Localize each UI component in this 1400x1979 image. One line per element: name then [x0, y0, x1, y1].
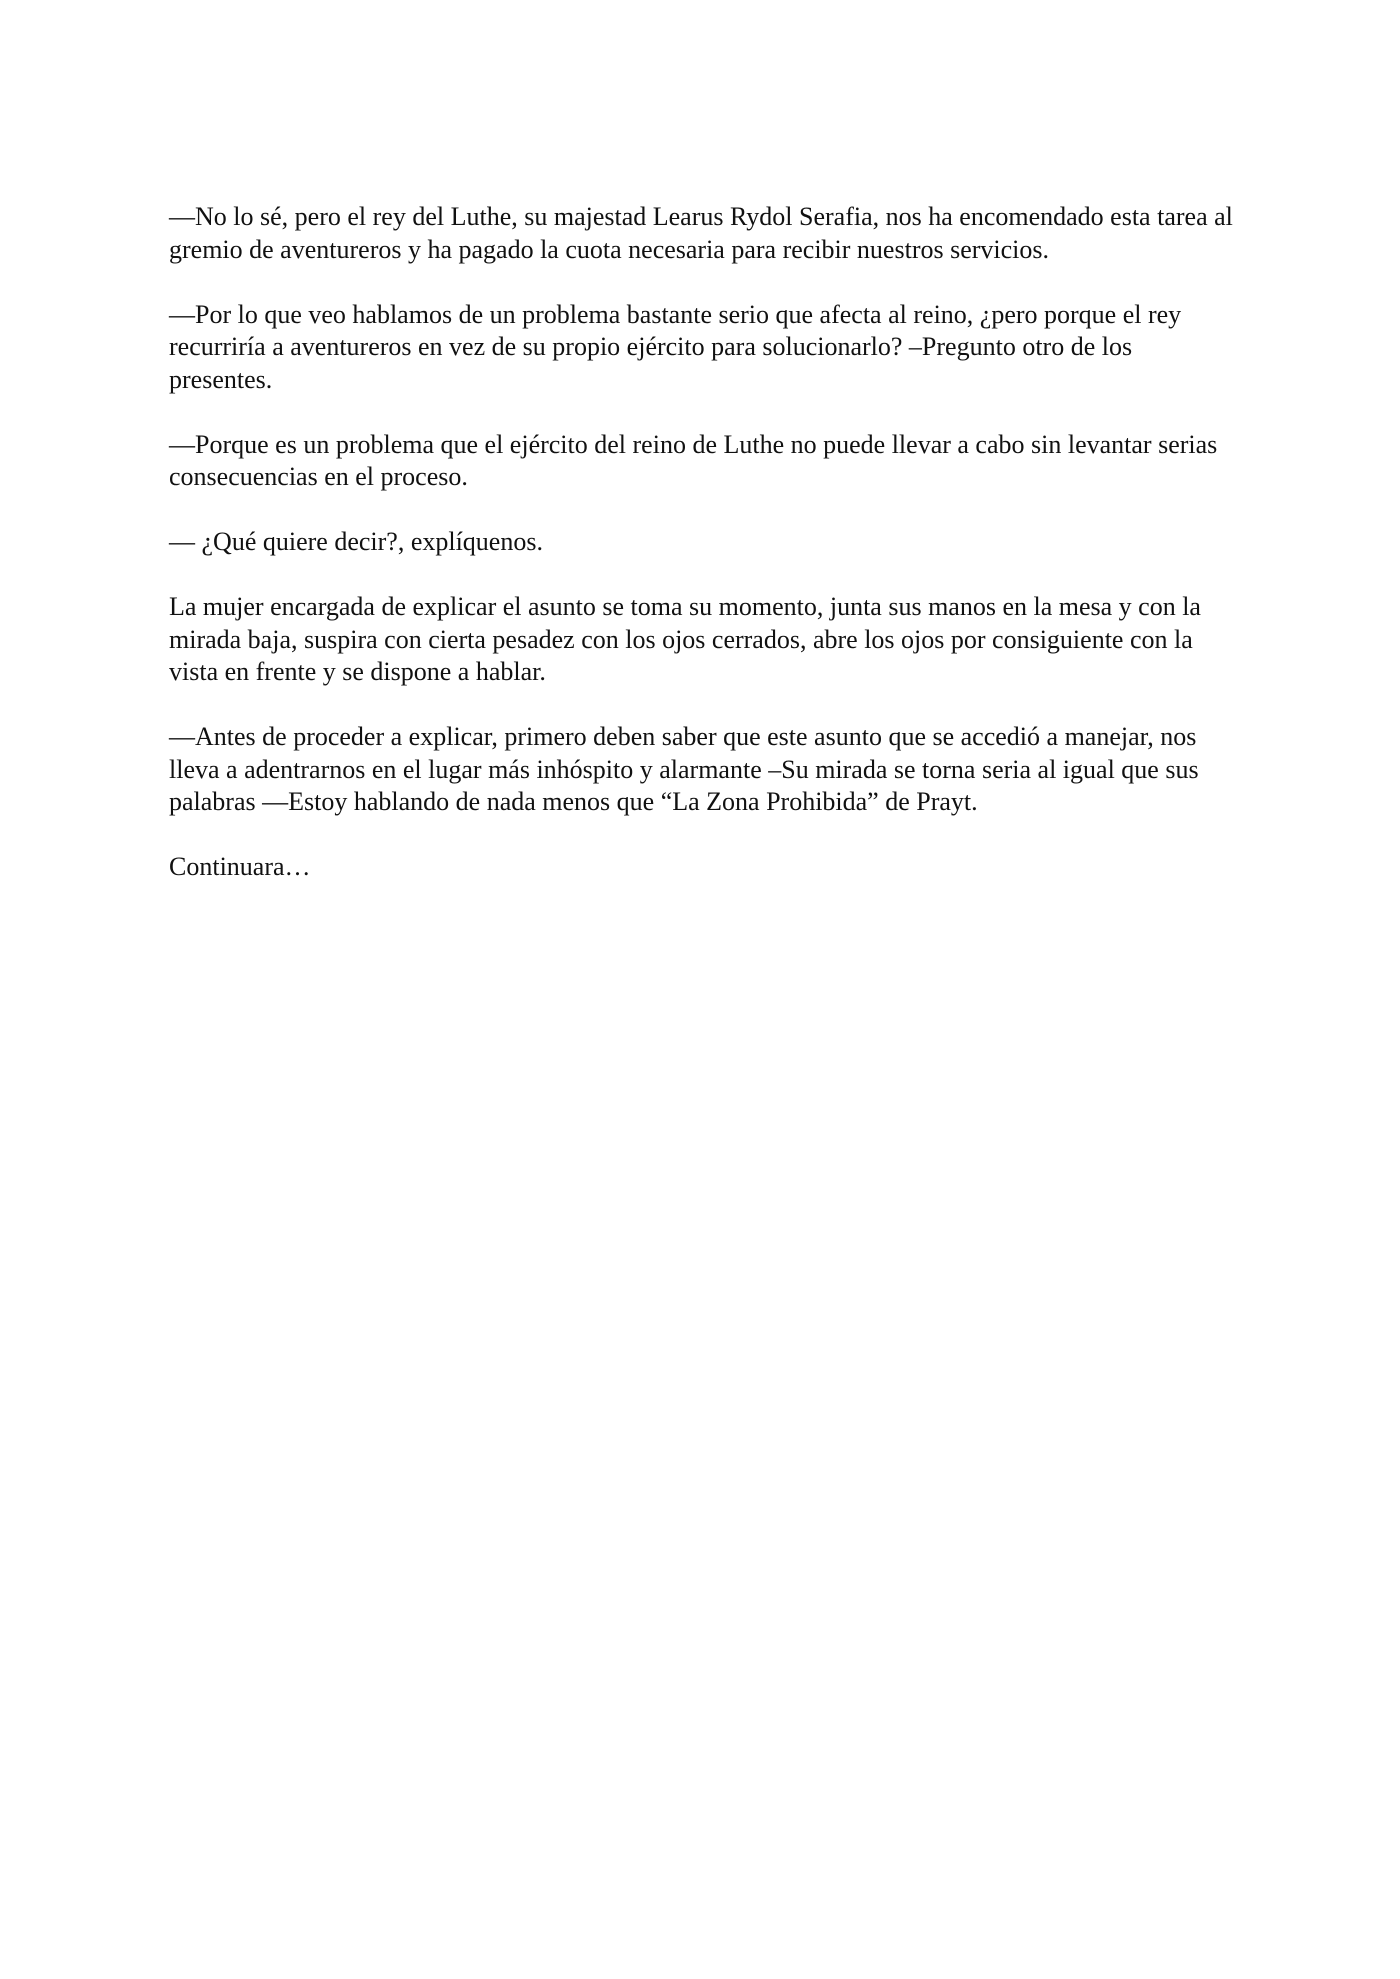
paragraph: La mujer encargada de explicar el asunto se toma su momento, junta sus manos en la mesa y con la mirada baja, suspira con cierta pesadez con los ojos cerrados, abre los ojos por consiguiente con la vista en frente y se dispone a hablar. — [169, 592, 1201, 686]
paragraph: —Porque es un problema que el ejército del reino de Luthe no puede llevar a cabo sin levantar serias consecuencias en el proceso. — [169, 429, 1218, 491]
paragraph: —Antes de proceder a explicar, primero deben saber que este asunto que se accedió a manejar, nos lleva a adentrarnos en el lugar más inhóspito y alarmante –Su mirada se torna seria al igual que sus palabras —Estoy hablando de nada menos que “La Zona Prohibida” de Prayt. — [169, 722, 1199, 816]
closing-line: Continuara… — [169, 852, 311, 881]
paragraph: —Por lo que veo hablamos de un problema bastante serio que afecta al reino, ¿pero porque el rey recurriría a aventureros en vez de su propio ejército para solucionarlo? –Pregunto otro de los presentes. — [169, 299, 1182, 394]
paragraph: — ¿Qué quiere decir?, explíquenos. — [169, 527, 543, 556]
paragraph: —No lo sé, pero el rey del Luthe, su majestad Learus Rydol Serafia, nos ha encomendado esta tarea al gremio de aventureros y ha pagado la cuota necesaria para recibir nuestros servicios. — [169, 202, 1233, 264]
document-body — [169, 201, 1239, 916]
